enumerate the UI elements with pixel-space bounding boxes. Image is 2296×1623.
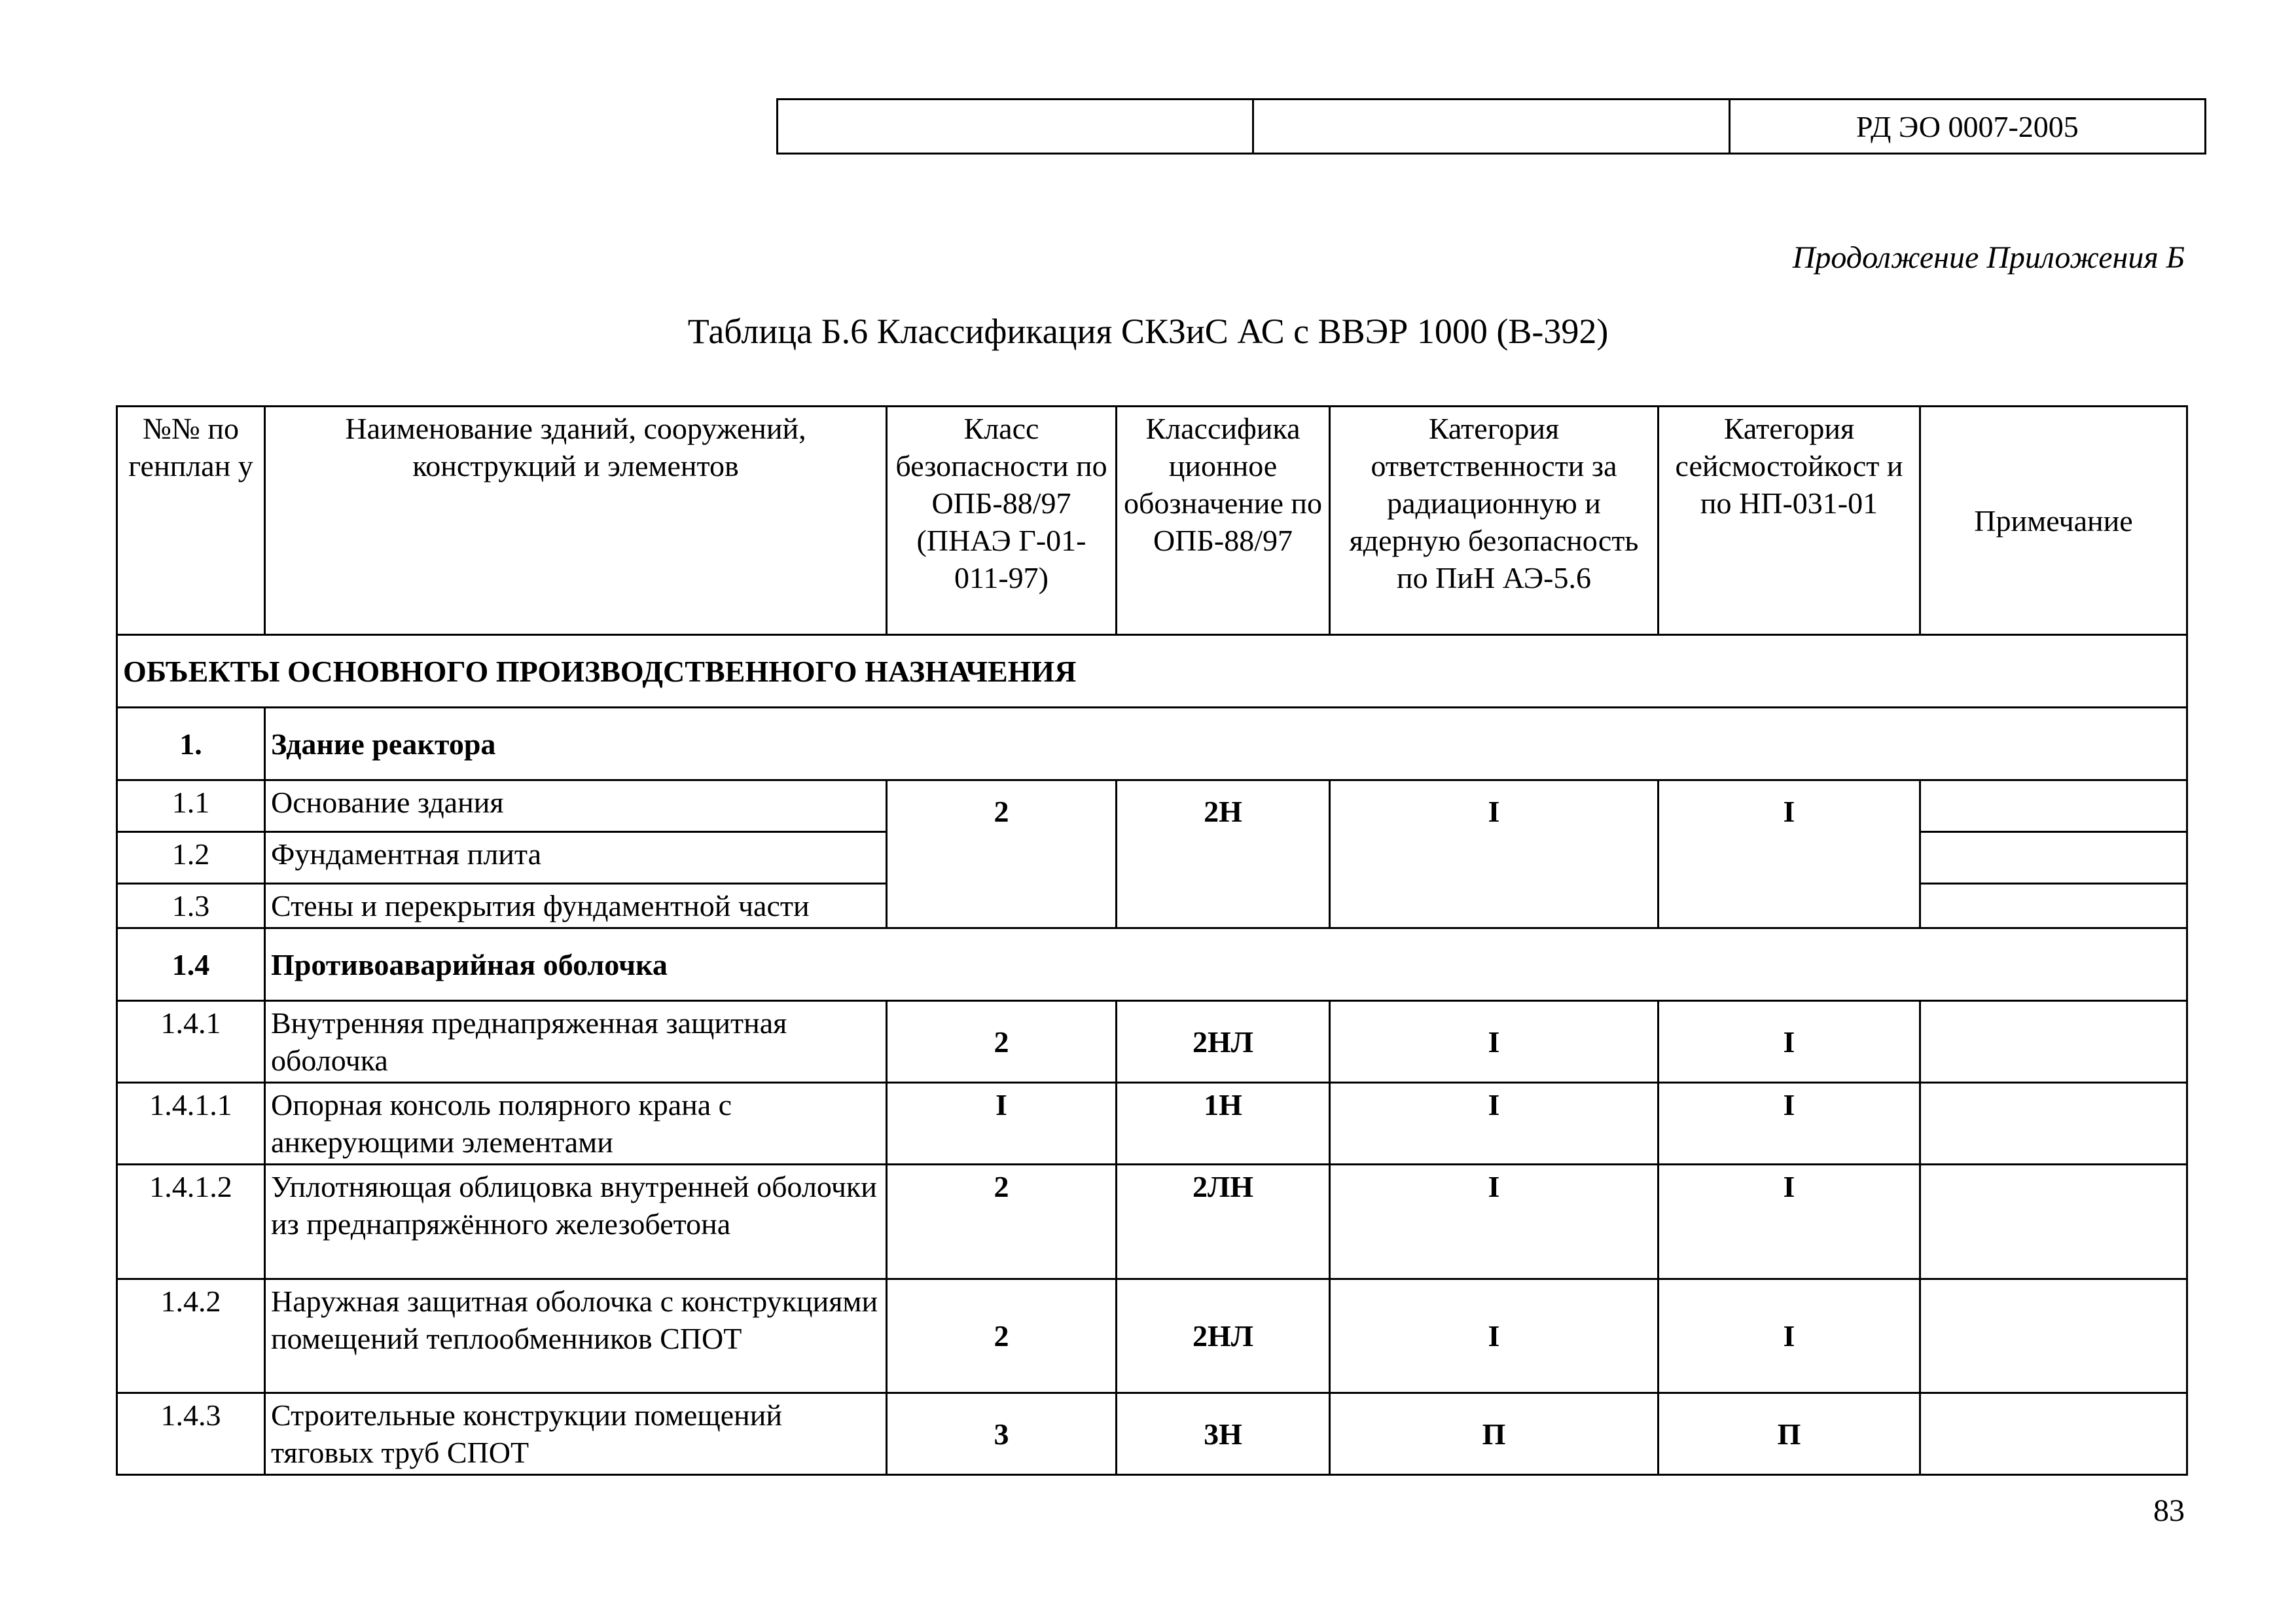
row-number: 1.4.3 — [117, 1393, 265, 1475]
row-seismic: I — [1659, 1165, 1920, 1279]
stamp-cell-1 — [778, 100, 1254, 153]
row-seismic: I — [1659, 1001, 1920, 1083]
row-note — [1920, 1393, 2187, 1475]
col-header-name: Наименование зданий, сооружений, конструкций и элементов — [265, 407, 887, 635]
merged-safety-class: 2 — [887, 780, 1117, 928]
document-stamp — [776, 98, 2206, 155]
row-number: 1.4.1 — [117, 1001, 265, 1083]
group-number: 1.4 — [117, 928, 265, 1001]
section-row — [117, 635, 2187, 708]
row-number: 1.4.1.1 — [117, 1083, 265, 1165]
row-name: Стены и перекрытия фундаментной части — [265, 884, 887, 928]
col-header-responsibility: Категория ответственности за радиационную и ядерную безопасность по ПиН АЭ-5.6 — [1330, 407, 1659, 635]
row-safety-class: I — [887, 1083, 1117, 1165]
row-name: Наружная защитная оболочка с конструкциями помещений теплообменников СПОТ — [265, 1279, 887, 1393]
table-row — [117, 1001, 2187, 1083]
classification-table — [116, 405, 2188, 1476]
row-seismic: I — [1659, 1279, 1920, 1393]
row-designation: 2НЛ — [1117, 1279, 1330, 1393]
row-note — [1920, 780, 2187, 832]
table-row — [117, 780, 2187, 832]
merged-seismic: I — [1659, 780, 1920, 928]
group-number: 1. — [117, 708, 265, 780]
row-name: Уплотняющая облицовка внутренней оболочки из преднапряжённого железобетона — [265, 1165, 887, 1279]
row-name: Строительные конструкции помещений тяговых труб СПОТ — [265, 1393, 887, 1475]
row-note — [1920, 884, 2187, 928]
row-designation: 1Н — [1117, 1083, 1330, 1165]
col-header-designation: Классифика ционное обозначение по ОПБ-88/97 — [1117, 407, 1330, 635]
table-title: Таблица Б.6 Классификация СКЗиС АС с ВВЭР 1000 (В-392) — [687, 312, 1609, 351]
row-safety-class: 2 — [887, 1001, 1117, 1083]
row-note — [1920, 1083, 2187, 1165]
row-responsibility: П — [1330, 1393, 1659, 1475]
row-designation: 2ЛН — [1117, 1165, 1330, 1279]
row-number: 1.1 — [117, 780, 265, 832]
merged-responsibility: I — [1330, 780, 1659, 928]
table-row — [117, 1279, 2187, 1393]
row-number: 1.4.2 — [117, 1279, 265, 1393]
row-safety-class: 3 — [887, 1393, 1117, 1475]
row-name: Внутренняя преднапряженная защитная оболочка — [265, 1001, 887, 1083]
merged-designation: 2Н — [1117, 780, 1330, 928]
row-designation: 2НЛ — [1117, 1001, 1330, 1083]
section-title: ОБЪЕКТЫ ОСНОВНОГО ПРОИЗВОДСТВЕННОГО НАЗНАЧЕНИЯ — [117, 635, 2187, 708]
row-responsibility: I — [1330, 1279, 1659, 1393]
group-name: Противоаварийная оболочка — [265, 928, 2187, 1001]
row-note — [1920, 1001, 2187, 1083]
row-safety-class: 2 — [887, 1279, 1117, 1393]
row-designation: 3Н — [1117, 1393, 1330, 1475]
row-responsibility: I — [1330, 1165, 1659, 1279]
row-number: 1.3 — [117, 884, 265, 928]
group-row-building — [117, 708, 2187, 780]
col-header-note: Примечание — [1920, 407, 2187, 635]
stamp-cell-2 — [1254, 100, 1730, 153]
group-row-containment — [117, 928, 2187, 1001]
table-row — [117, 1393, 2187, 1475]
table-row — [117, 1083, 2187, 1165]
group-name: Здание реактора — [265, 708, 2187, 780]
row-name: Опорная консоль полярного крана с анкерующими элементами — [265, 1083, 887, 1165]
row-seismic: П — [1659, 1393, 1920, 1475]
col-header-safety-class: Класс безопасности по ОПБ-88/97 (ПНАЭ Г-01-011-97) — [887, 407, 1117, 635]
table-row — [117, 1165, 2187, 1279]
row-number: 1.2 — [117, 832, 265, 884]
row-responsibility: I — [1330, 1083, 1659, 1165]
page-number: 83 — [2153, 1493, 2185, 1528]
row-seismic: I — [1659, 1083, 1920, 1165]
row-number: 1.4.1.2 — [117, 1165, 265, 1279]
table-header-row — [117, 407, 2187, 635]
row-note — [1920, 1165, 2187, 1279]
col-header-number: №№ по генплан у — [117, 407, 265, 635]
row-responsibility: I — [1330, 1001, 1659, 1083]
continuation-note: Продолжение Приложения Б — [1792, 240, 2185, 275]
row-note — [1920, 1279, 2187, 1393]
row-note — [1920, 832, 2187, 884]
row-safety-class: 2 — [887, 1165, 1117, 1279]
row-name: Фундаментная плита — [265, 832, 887, 884]
row-name: Основание здания — [265, 780, 887, 832]
col-header-seismic: Категория сейсмостойкост и по НП-031-01 — [1659, 407, 1920, 635]
stamp-cell-document-code: РД ЭО 0007-2005 — [1856, 109, 2079, 143]
